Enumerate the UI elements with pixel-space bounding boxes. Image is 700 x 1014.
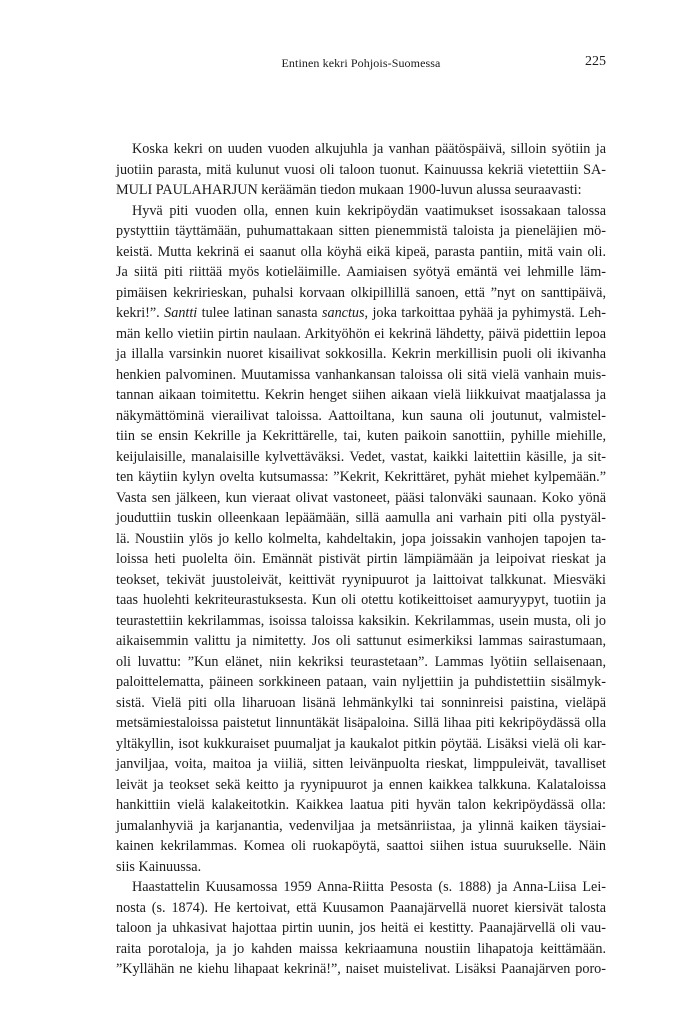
running-title: Entinen kekri Pohjois-Suomessa bbox=[281, 56, 441, 70]
text-line: Haastattelin Kuusamossa 1959 Anna-Riitta Pesosta (s. 1888) ja Anna-Liisa Lei- bbox=[132, 879, 606, 895]
body-text bbox=[116, 139, 606, 980]
text-line: MULI PAULAHARJUN keräämän tiedon mukaan 1900-luvun alussa seuraavasti: bbox=[116, 182, 582, 198]
text-line: sistä. Vielä piti olla liharuoan lisänä lehmänkylki tai sonninreisi paistina, vieläpä bbox=[116, 694, 606, 711]
text-run: , joka tarkoittaa pyhää ja pyhimystä. Leh- bbox=[364, 305, 606, 321]
text-line: leivät ja teokset sekä keitto ja ryynipuurot ja ennen kaikkea talkkuna. Kalataloissa bbox=[116, 776, 606, 793]
text-line: kainen kekrilammas. Komea oli ruokapöytä, saattoi siihen istua suurukselle. Näin bbox=[116, 838, 606, 854]
text-line: taas huolehti kekriteurastuksesta. Kun oli otettu kotikeittoiset aamuryypyt, tuotiin ja bbox=[116, 592, 606, 608]
text-line: Hyvä piti vuoden olla, ennen kuin kekripöydän vaatimukset isossakaan talossa bbox=[132, 202, 606, 219]
text-line: nosta (s. 1874). He kertoivat, että Kuusamon Paanajärvellä nuoret kiersivät talosta bbox=[116, 899, 606, 916]
text-line: jumalanhyviä ja karjanantia, vedenviljaa ja metsänriistaa, ja ylinnä kaiken täysiai- bbox=[116, 817, 606, 834]
text-line: raita porotaloja, ja jo kahden maissa kekriaamuna noustiin lihapatoja keittämään. bbox=[116, 940, 606, 957]
text-line: näkymättöminä vierailivat taloissa. Aattoiltana, kun sauna oli joutunut, valmistel- bbox=[116, 407, 606, 424]
text-line: ja illalla varsinkin nuoret kisailivat sokkosilla. Kekrin merkillisin puoli oli ikivanha bbox=[116, 346, 606, 362]
text-run: tulee latinan sanasta bbox=[197, 305, 322, 321]
text-line: ten käytiin kylyn ovelta kutsumassa: ”Kekrit, Kekrittäret, pyhät miehet kylpemään.” bbox=[116, 469, 606, 485]
text-line: Koska kekri on uuden vuoden alkujuhla ja vanhan päätöspäivä, silloin syötiin ja bbox=[132, 141, 606, 157]
page-number: 225 bbox=[585, 54, 606, 69]
text-line: Ja siitä piti riittää myös kotieläimille. Aamiaisen syötyä emäntä vei lehmille läm- bbox=[116, 264, 606, 280]
text-line: henkien palvominen. Muutamissa vanhankansan taloissa oli sitä vielä vanhain muis- bbox=[116, 366, 606, 383]
text-line: taloon ja uhkasivat hajottaa pirtin uunin, jos heitä ei kestitty. Paanajärvellä oli vau- bbox=[116, 920, 606, 936]
text-line: pystyttiin täyttämään, puhumattakaan sitten pienemmistä taloista ja pieneläjien mö- bbox=[116, 223, 606, 239]
text-line: tiin se ensin Kekrille ja Kekrittärelle, tai, kuten paikoin sanottiin, pyhille miehille, bbox=[116, 428, 606, 444]
text-line-with-italics bbox=[116, 303, 606, 324]
text-run: kekri!”. bbox=[116, 305, 165, 321]
text-line: janviljaa, voita, maitoa ja viiliä, sitten leivänpuolta rieskat, limppuleivät, tavalliset bbox=[116, 756, 606, 772]
text-line: keistä. Mutta kekrinä ei saanut olla köyhä eikä kipeä, parasta pantiin, mitä vain oli. bbox=[116, 243, 606, 260]
text-line: lä. Noustiin ylös jo kello kolmelta, kahdeltakin, jopa joissakin vanhojen tapojen ta- bbox=[116, 530, 606, 547]
text-line: keijulaisille, manalaisille kylvettäväksi. Vedet, vastat, kaikki laitettiin käsille, ja sit- bbox=[116, 448, 606, 465]
text-line: Vasta sen jälkeen, kun vieraat olivat vastoneet, pääsi talonväki saunaan. Koko yönä bbox=[116, 489, 606, 506]
text-line: oli luvattu: ”Kun elänet, niin kekriksi teurastetaan”. Lammas lyötiin sellaisenaan, bbox=[116, 653, 606, 670]
text-line: ”Kyllähän ne kiehu lihapaat kekrinä!”, naiset muistelivat. Lisäksi Paanajärven poro- bbox=[116, 961, 606, 977]
text-line: teurastettiin kekrilammas, isoissa taloissa kaksikin. Kekrilammas, usein musta, oli jo bbox=[116, 612, 606, 629]
text-line: siis Kainuussa. bbox=[116, 858, 202, 875]
italic-term-santti: Santti bbox=[164, 305, 198, 321]
italic-term-sanctus: sanctus bbox=[321, 305, 365, 321]
running-head bbox=[116, 55, 606, 75]
text-line: män kello vietiin pirtin naulaan. Arkityöhön ei kekrinä lähdetty, päivä pidettiin lepoa bbox=[116, 325, 606, 342]
text-line: teokset, tekivät juustoleivät, keittivät ryynipuurot ja laittoivat talkkunat. Miesväki bbox=[116, 571, 606, 588]
text-line: juotiin parasta, mitä kulunut vuosi oli taloon tuonut. Kainuussa kekriä vietettiin SA- bbox=[116, 161, 606, 178]
text-line: yltäkyllin, isot kukkuraiset puumaljat ja kaukalot pitkin pöytää. Lisäksi vielä oli kar- bbox=[116, 735, 606, 752]
text-line: metsämiestaloissa paistetut linnuntäkät lisäpaloina. Sillä lihaa piti kekripöydässä olla bbox=[116, 715, 606, 731]
text-line: paloittelematta, päineen sorkkineen pataan, vain nyljettiin ja puhdistettiin sisälmyk- bbox=[116, 674, 606, 690]
text-line: pimäisen kekririeskan, puhalsi korvaan olkipillillä sanoen, että ”nyt on santtipäivä, bbox=[116, 284, 606, 301]
text-line: loissa heti puolelta öin. Emännät pistivät pirtin lämpiämään ja leipoivat rieskat ja bbox=[116, 551, 606, 567]
text-line: tannan aikaan toimitettu. Kekrin henget siihen aikaan vielä liikkuivat maatjalassa ja bbox=[116, 387, 606, 403]
text-line: aikaisemmin valittu ja nimitetty. Jos oli sattunut esimerkiksi lammas sairastumaan, bbox=[116, 633, 606, 649]
text-line: hankittiin vielä kalakeitotkin. Kaikkea laatua piti hyvän talon kekripöydässä olla: bbox=[116, 797, 606, 813]
text-line: jouduttiin tuskin olleenkaan lepäämään, sillä aamulla ani varhain piti olla pystyäl- bbox=[116, 510, 606, 526]
